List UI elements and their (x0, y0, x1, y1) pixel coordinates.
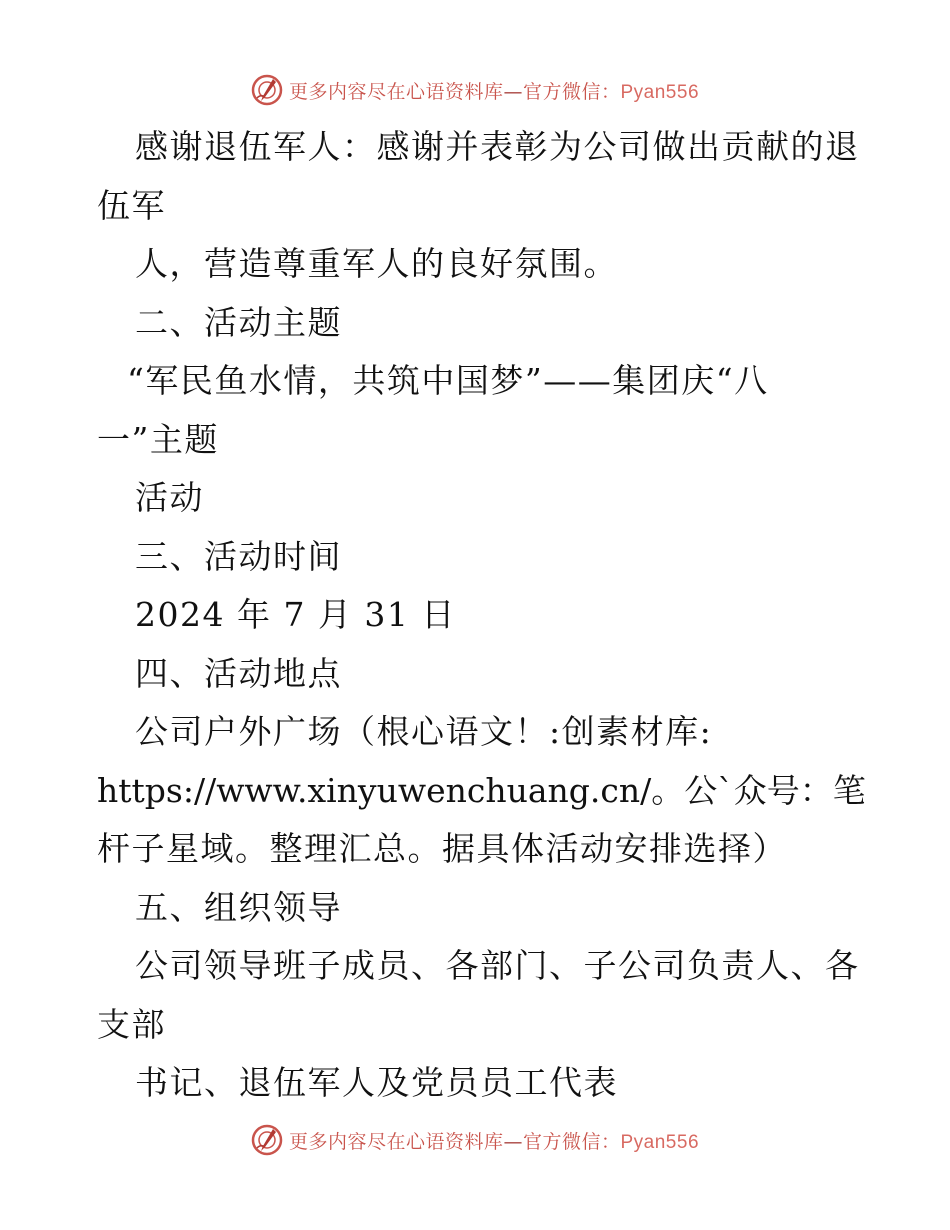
wechat-label: 官方微信： (522, 80, 621, 103)
header-watermark-banner (0, 70, 950, 110)
separator: — (503, 1130, 523, 1153)
section-heading-time: 三、活动时间 (135, 536, 342, 576)
url-line: https://www.xinyuwenchuang.cn/。公`众号：笔 (97, 770, 866, 810)
event-date: 2024 年 7 月 31 日 (135, 595, 456, 634)
section-heading-organization: 五、组织领导 (135, 887, 342, 927)
footer-watermark-banner (0, 1120, 950, 1160)
brand-text: 更多内容尽在心语资料库 (288, 1130, 504, 1153)
separator: — (503, 80, 523, 103)
paragraph-line: 支部 (97, 1004, 166, 1044)
paragraph-line: 杆子星域。整理汇总。据具体活动安排选择） (97, 829, 787, 868)
watermark-text (289, 1127, 699, 1154)
paragraph-line: 伍军 (97, 185, 166, 225)
paragraph-line: 公司领导班子成员、各部门、子公司负责人、各 (135, 946, 860, 985)
paragraph-line: 公司户外广场（根心语文！:创素材库: (135, 712, 713, 751)
paragraph-line: 感谢退伍军人：感谢并表彰为公司做出贡献的退 (135, 127, 860, 166)
paragraph-line: 书记、退伍军人及党员员工代表 (135, 1063, 618, 1102)
section-heading-theme: 二、活动主题 (135, 302, 342, 342)
watermark-text (289, 77, 699, 104)
pen-nib-logo-icon (251, 1124, 283, 1156)
pen-nib-logo-icon (251, 74, 283, 106)
paragraph-line: “军民鱼水情，共筑中国梦”——集团庆“八 (127, 361, 769, 400)
paragraph-line: 活动 (135, 478, 204, 517)
section-heading-location: 四、活动地点 (135, 653, 342, 693)
wechat-label: 官方微信： (522, 1130, 621, 1153)
wechat-id: Pyan556 (620, 81, 700, 103)
brand-text: 更多内容尽在心语资料库 (288, 80, 504, 103)
document-body (97, 118, 866, 1113)
paragraph-line: 人，营造尊重军人的良好氛围。 (135, 244, 618, 283)
paragraph-line: 一”主题 (97, 419, 219, 459)
wechat-id: Pyan556 (620, 1131, 700, 1153)
